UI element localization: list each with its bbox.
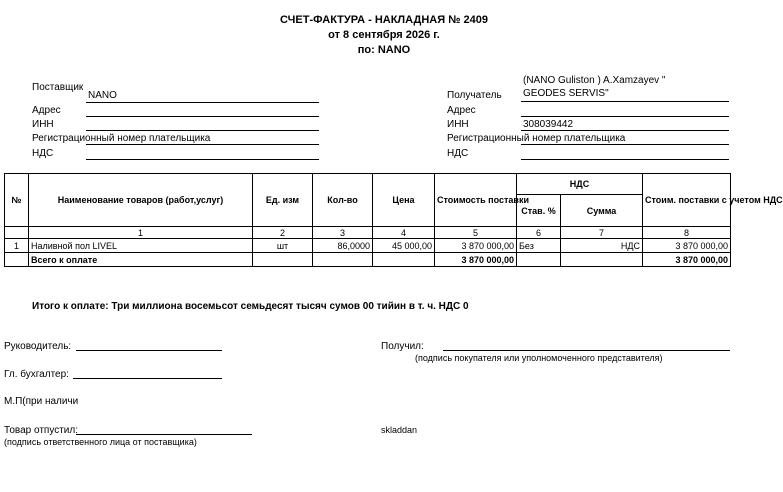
col-number: 2: [253, 227, 313, 239]
col-number: 1: [29, 227, 253, 239]
recipient-label: Получатель: [447, 90, 502, 101]
document-by: по: NANO: [357, 44, 411, 56]
recipient-reg-label: Регистрационный номер плательщика: [447, 133, 626, 144]
row-vat-rate: Без: [517, 239, 561, 253]
summary-row: [5, 253, 731, 267]
summary-empty-cell: [561, 253, 643, 267]
row-no: 1: [5, 239, 29, 253]
warehouse-text: skladdan: [381, 425, 418, 435]
header-price: Цена: [373, 174, 435, 227]
recipient-vat-line: [521, 159, 729, 160]
recipient-inn-value: 308039442: [523, 119, 574, 130]
supplier-value: NANO: [88, 90, 117, 101]
row-cost: 3 870 000,00: [435, 239, 517, 253]
header-vat-rate: Став. %: [517, 195, 561, 227]
director-label: Руководитель:: [4, 341, 72, 352]
supplier-vat-line: [86, 159, 319, 160]
row-vat-sum: НДС: [561, 239, 643, 253]
summary-empty-cell: [253, 253, 313, 267]
col-number: [5, 227, 29, 239]
table-row: [5, 239, 731, 253]
recipient-reg-line: [521, 144, 729, 145]
col-number: 6: [517, 227, 561, 239]
released-signature-line: [76, 434, 252, 435]
summary-total: 3 870 000,00: [643, 253, 731, 267]
received-note: (подпись покупателя или уполномоченного представителя): [415, 353, 663, 363]
summary-empty-cell: [517, 253, 561, 267]
recipient-inn-line: [521, 130, 729, 131]
header-vat-sum: Сумма: [561, 195, 643, 227]
director-signature-line: [76, 350, 222, 351]
row-total: 3 870 000,00: [643, 239, 731, 253]
supplier-address-label: Адрес: [32, 105, 61, 116]
total-in-words: Итого к оплате: Три миллиона восемьсот семьдесят тысяч сумов 00 тийин в т. ч. НДС 0: [32, 301, 469, 312]
col-number: 8: [643, 227, 731, 239]
recipient-inn-label: ИНН: [447, 119, 469, 130]
received-signature-line: [443, 350, 730, 351]
supplier-inn-label: ИНН: [32, 119, 54, 130]
header-qty: Кол-во: [313, 174, 373, 227]
supplier-vat-label: НДС: [32, 148, 54, 159]
released-note: (подпись ответственного лица от поставщика): [4, 437, 197, 447]
recipient-value-line2: GEODES SERVIS": [523, 88, 609, 99]
row-name: Наливной пол LIVEL: [29, 239, 253, 253]
header-unit: Ед. изм: [253, 174, 313, 227]
row-qty: 86,0000: [313, 239, 373, 253]
col-number: 4: [373, 227, 435, 239]
col-number: 7: [561, 227, 643, 239]
supplier-line: [86, 102, 319, 103]
supplier-label: Поставщик: [32, 82, 84, 93]
invoice-table: [4, 173, 783, 267]
header-total: Стоим. поставки с учетом НДС: [643, 174, 731, 227]
summary-empty-cell: [5, 253, 29, 267]
supplier-inn-line: [86, 130, 319, 131]
recipient-line: [521, 101, 729, 102]
column-number-row: [5, 227, 731, 239]
row-price: 45 000,00: [373, 239, 435, 253]
row-unit: шт: [253, 239, 313, 253]
accountant-signature-line: [73, 378, 222, 379]
header-name: Наименование товаров (работ,услуг): [29, 174, 253, 227]
stamp-label: М.П(при наличи: [4, 396, 79, 407]
summary-cost: 3 870 000,00: [435, 253, 517, 267]
col-number: 5: [435, 227, 517, 239]
supplier-address-line: [86, 116, 319, 117]
recipient-address-line: [521, 116, 729, 117]
summary-empty-cell: [313, 253, 373, 267]
document-date: от 8 сентября 2026 г.: [328, 29, 440, 41]
header-no: №: [5, 174, 29, 227]
recipient-value-line1: (NANO Guliston ) A.Xamzayev ": [523, 75, 666, 86]
accountant-label: Гл. бухгалтер:: [4, 369, 69, 380]
supplier-reg-label: Регистрационный номер плательщика: [32, 133, 211, 144]
recipient-address-label: Адрес: [447, 105, 476, 116]
col-number: 3: [313, 227, 373, 239]
recipient-vat-label: НДС: [447, 148, 469, 159]
received-label: Получил:: [381, 341, 424, 352]
summary-empty-cell: [373, 253, 435, 267]
summary-label: Всего к оплате: [29, 253, 253, 267]
released-label: Товар отпустил:: [4, 425, 78, 436]
supplier-reg-line: [86, 144, 319, 145]
header-vat: НДС: [517, 174, 643, 195]
document-title: СЧЕТ-ФАКТУРА - НАКЛАДНАЯ № 2409: [280, 14, 488, 26]
header-cost: Стоимость поставки: [435, 174, 517, 227]
